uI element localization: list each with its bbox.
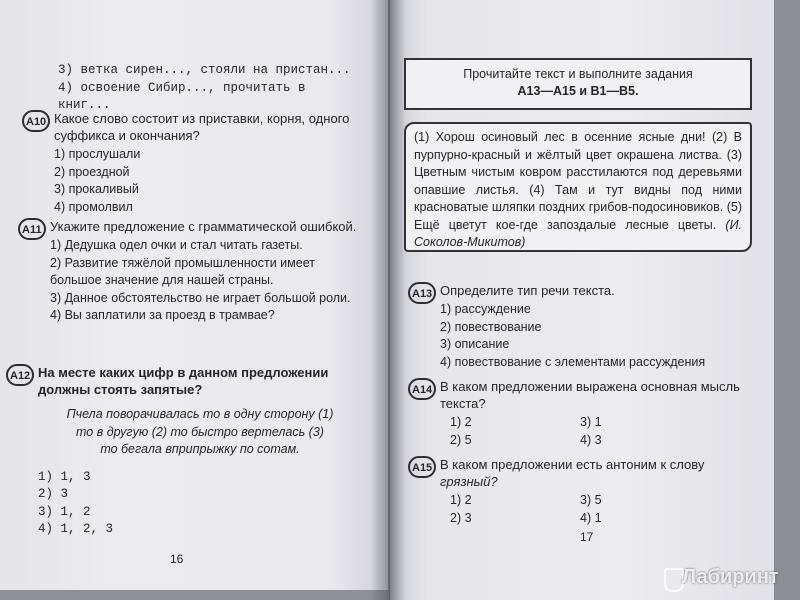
option: 4) Вы заплатили за проезд в трамвае? bbox=[50, 308, 275, 322]
options-list bbox=[50, 237, 362, 325]
previous-question-options bbox=[58, 62, 358, 115]
question-text: Определите тип речи текста. bbox=[440, 283, 615, 298]
sentence-line: то бегала вприпрыжку по сотам. bbox=[100, 442, 300, 456]
question-a11 bbox=[18, 218, 362, 325]
option: 2) Развитие тяжёлой промышленности имеет большое значение для нашей страны. bbox=[50, 255, 315, 287]
options-grid bbox=[450, 414, 754, 449]
question-number: А12 bbox=[6, 364, 34, 386]
option: 2) 5 bbox=[450, 432, 472, 447]
watermark: Лабиринт bbox=[682, 566, 779, 588]
reading-text-author: (И. Соколов-Микитов) bbox=[414, 217, 742, 249]
instruction-tasks: А13—А15 и В1—В5. bbox=[517, 84, 639, 98]
background-edge bbox=[774, 0, 800, 600]
question-number: А10 bbox=[22, 110, 50, 132]
question-number: А14 bbox=[408, 378, 436, 400]
question-number: А13 bbox=[408, 282, 436, 304]
options-list bbox=[54, 146, 362, 216]
page-number: 17 bbox=[580, 530, 594, 544]
question-text: Какое слово состоит из приставки, корня, одного суффикса и окончания? bbox=[54, 111, 350, 143]
options-list bbox=[440, 301, 754, 371]
option: 2) проездной bbox=[54, 164, 130, 179]
question-text: На месте каких цифр в данном предложении должны стоять запятые? bbox=[38, 365, 329, 397]
example-sentence bbox=[38, 406, 362, 459]
option: 1) 2 bbox=[450, 415, 472, 429]
option: 1) 2 bbox=[450, 493, 472, 507]
instruction-text: Прочитайте текст и выполните задания bbox=[463, 67, 693, 81]
option: 4) 1, 2, 3 bbox=[38, 522, 114, 536]
reading-text bbox=[414, 129, 742, 252]
question-text bbox=[440, 456, 754, 490]
question-text: Укажите предложение с грамматической ошибкой. bbox=[50, 219, 357, 234]
book-spine bbox=[370, 0, 406, 600]
option: 4) повествование с элементами рассуждения bbox=[440, 354, 706, 369]
instruction-box bbox=[404, 58, 752, 110]
option: 1) прослушали bbox=[54, 147, 141, 161]
option: 1) рассуждение bbox=[440, 302, 531, 316]
sentence-line: Пчела поворачивалась то в одну сторону (1) bbox=[66, 407, 334, 421]
option: 1) 1, 3 bbox=[38, 469, 91, 484]
watermark-logo-icon bbox=[664, 568, 684, 592]
option: 3) Данное обстоятельство не играет большой роли. bbox=[50, 290, 351, 305]
question-number: А15 bbox=[408, 456, 436, 478]
option: 3) описание bbox=[440, 337, 510, 351]
question-word: грязный? bbox=[440, 474, 498, 489]
option: 2) 3 bbox=[450, 510, 472, 525]
reading-text-box bbox=[404, 122, 752, 252]
option: 4) освоение Сибир..., прочитать в книг... bbox=[58, 80, 306, 112]
right-page bbox=[390, 0, 774, 600]
option: 2) повествование bbox=[440, 319, 542, 334]
option: 3) прокаливый bbox=[54, 182, 139, 196]
option: 3) 1 bbox=[580, 415, 602, 429]
option: 4) 1 bbox=[580, 510, 602, 525]
option: 4) 3 bbox=[580, 432, 602, 447]
option: 3) 1, 2 bbox=[38, 504, 91, 519]
option: 3) 5 bbox=[580, 493, 602, 507]
option: 1) Дедушка одел очки и стал читать газеты. bbox=[50, 238, 303, 252]
options-grid bbox=[450, 492, 754, 527]
option: 2) 3 bbox=[38, 487, 69, 501]
options-list bbox=[38, 469, 362, 539]
sentence-line: то в другую (2) то быстро вертелась (3) bbox=[76, 424, 324, 439]
reading-text-body: (1) Хорош осиновый лес в осенние ясные дни! (2) В пурпурно-красный и жёлтый цвет окрашена листва. (3) Цветным чистым ковром расстилаются под деревьями опавшие листья. (4) Там и тут видны под ними красноватые шляпки поздних грибов-подосиновиков. (5) Ещё цветут кое-где запоздалые лесные цветы. bbox=[414, 130, 742, 232]
question-a15 bbox=[408, 456, 754, 527]
option: 4) промолвил bbox=[54, 199, 133, 214]
question-prefix: В каком предложении есть антоним к слову bbox=[440, 457, 705, 472]
option: 3) ветка сирен..., стояли на пристан... bbox=[58, 63, 351, 77]
question-number: А11 bbox=[18, 218, 46, 240]
page-number: 16 bbox=[170, 552, 184, 566]
question-a12 bbox=[6, 364, 362, 539]
question-a13 bbox=[408, 282, 754, 371]
question-a10 bbox=[22, 110, 362, 216]
left-page bbox=[0, 0, 388, 590]
question-a14 bbox=[408, 378, 754, 449]
question-text: В каком предложении выражена основная мысль текста? bbox=[440, 379, 740, 411]
